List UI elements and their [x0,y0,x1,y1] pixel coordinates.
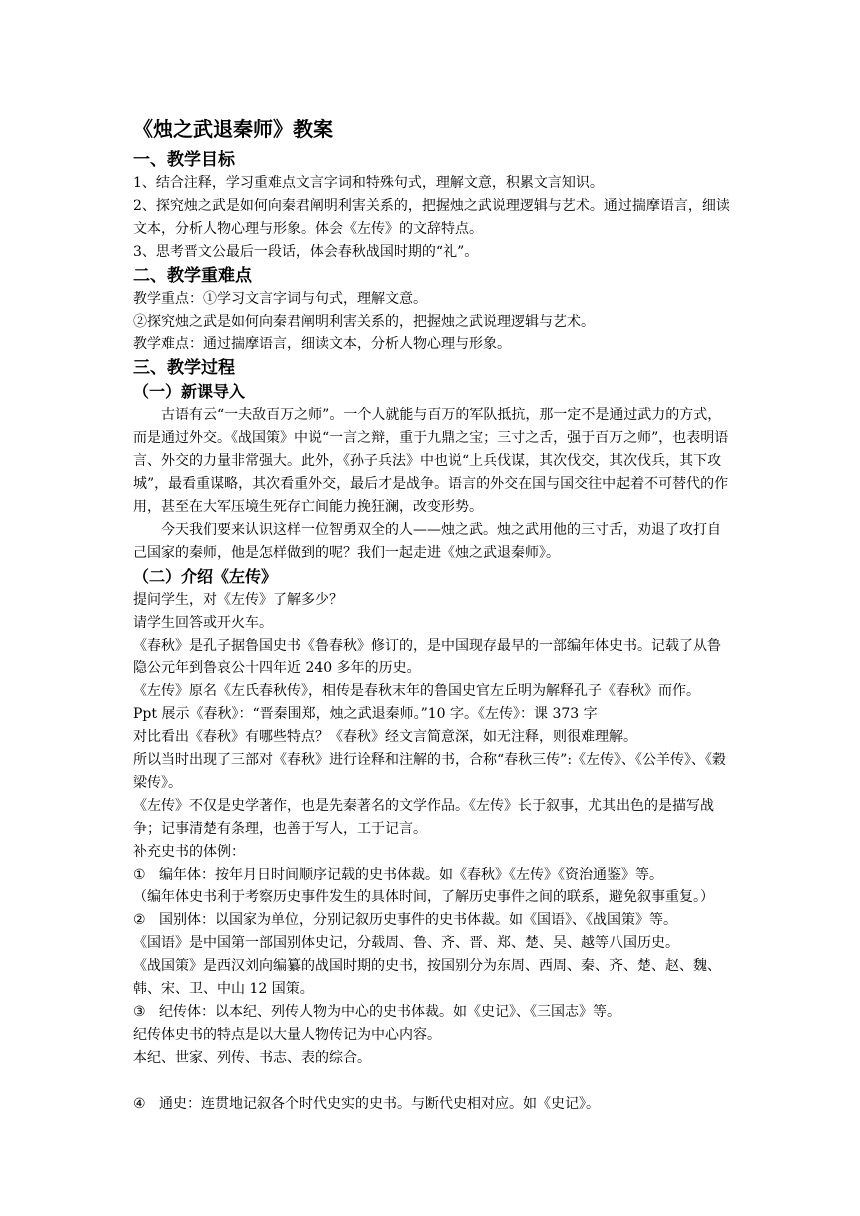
paragraph: 提问学生，对《左传》了解多少？ [133,591,343,608]
list-number: ③ [133,1004,146,1020]
blank-line [133,1070,733,1093]
paragraph: 纪传体史书的特点是以大量人物传记为中心内容。 [133,1026,441,1043]
paragraph: 教学重点：①学习文言字词与句式，理解文意。 [133,290,427,307]
paragraph: 所以当时出现了三部对《春秋》进行诠释和注解的书，合称“春秋三传”:《左传》、《公羊传》、《穀梁传》。 [133,752,727,791]
paragraph: 对比看出《春秋》有哪些特点？《春秋》经文言简意深，如无注释，则很难理解。 [133,729,637,746]
paragraph: 《左传》不仅是史学著作，也是先秦著名的文学作品。《左传》长于叙事，尤其出色的是描写战争；记事清楚有条理，也善于写人，工于记言。 [133,797,714,837]
list-item [133,1001,733,1024]
list-number: ① [133,866,146,883]
paragraph: 本纪、世家、列传、书志、表的综合。 [133,1049,371,1066]
list-number: ④ [133,1095,146,1112]
section-heading: 二、教学重难点 [133,265,252,286]
paragraph: 《国语》是中国第一部国别体史记，分载周、鲁、齐、晋、郑、楚、吴、越等八国历史。 [133,935,679,952]
paragraph: 1、结合注释，学习重难点文言字词和特殊句式，理解文意，积累文言知识。 [133,175,604,191]
paragraph: ②探究烛之武是如何向秦君阐明利害关系的，把握烛之武说理逻辑与艺术。 [133,313,595,330]
subsection-heading: （一）新课导入 [133,382,246,402]
paragraph: 请学生回答或开火车。 [133,614,273,631]
list-item [133,909,733,932]
list-item [133,1093,733,1116]
section-heading: 三、教学过程 [133,358,235,379]
paragraph: 教学难点：通过揣摩语言，细读文本，分析人物心理与形象。 [133,336,511,353]
list-item-text: 国别体：以国家为单位，分别记叙历史事件的史书体裁。如《国语》、《战国策》等。 [159,912,677,929]
paragraph: 古语有云“一夫敌百万之师”。一个人就能与百万的军队抵抗，那一定不是通过武力的方式，而是通过外交。《战国策》中说“一言之辩，重于九鼎之宝；三寸之舌，强于百万之师”，也表明语言、外交的力量非常强大。此外，《孙子兵法》中也说“上兵伐谋，其次伐交，其次伐兵，其下攻城”，最看重谋略，其次看重外交，最后才是战争。语言的外交在国与国交往中起着不可替代的作用，甚至在大军压境生死存亡间能力挽狂澜，改变形势。 [133,407,729,515]
paragraph: Ppt 展示《春秋》：“晋秦围郑，烛之武退秦师。”10 字。《左传》：课 373 字 [133,706,598,723]
paragraph: 补充史书的体例： [133,843,245,860]
document-page [133,112,733,1116]
paragraph: 《左传》原名《左氏春秋传》，相传是春秋末年的鲁国史官左丘明为解释孔子《春秋》而作。 [133,683,700,700]
document-title: 《烛之武退秦师》教案 [133,117,333,141]
paragraph: 3、思考晋文公最后一段话，体会春秋战国时期的“礼”。 [133,243,479,260]
list-item-text: 通史：连贯地记叙各个时代史实的史书。与断代史相对应。如《史记》。 [159,1095,600,1112]
subsection-heading: （二）介绍《左传》 [133,566,278,586]
list-number: ② [133,912,146,929]
paragraph: 《春秋》是孔子据鲁国史书《鲁春秋》修订的，是中国现存最早的一部编年体史书。记载了从鲁隐公元年到鲁哀公十四年近 240 多年的历史。 [133,637,721,677]
section-heading: 一、教学目标 [133,150,235,170]
paragraph: 《战国策》是西汉刘向编纂的战国时期的史书，按国别分为东周、西周、秦、齐、楚、赵、魏、韩、宋、卫、中山 12 国策。 [133,958,721,998]
list-item-text: 编年体：按年月日时间顺序记载的史书体裁。如《春秋》《左传》《资治通鉴》等。 [159,866,663,883]
paragraph: （编年体史书利于考察历史事件发生的具体时间，了解历史事件之间的联系，避免叙事重复。） [133,889,714,906]
paragraph: 2、探究烛之武是如何向秦君阐明利害关系的，把握烛之武说理逻辑与艺术。通过揣摩语言，细读文本，分析人物心理与形象。体会《左传》的文辞特点。 [133,197,730,237]
list-item [133,864,733,887]
paragraph: 今天我们要来认识这样一位智勇双全的人——烛之武。烛之武用他的三寸舌，劝退了攻打自己国家的秦师，他是怎样做到的呢？我们一起走进《烛之武退秦师》。 [133,521,721,561]
list-item-text: 纪传体：以本纪、列传人物为中心的史书体裁。如《史记》、《三国志》等。 [159,1004,621,1020]
